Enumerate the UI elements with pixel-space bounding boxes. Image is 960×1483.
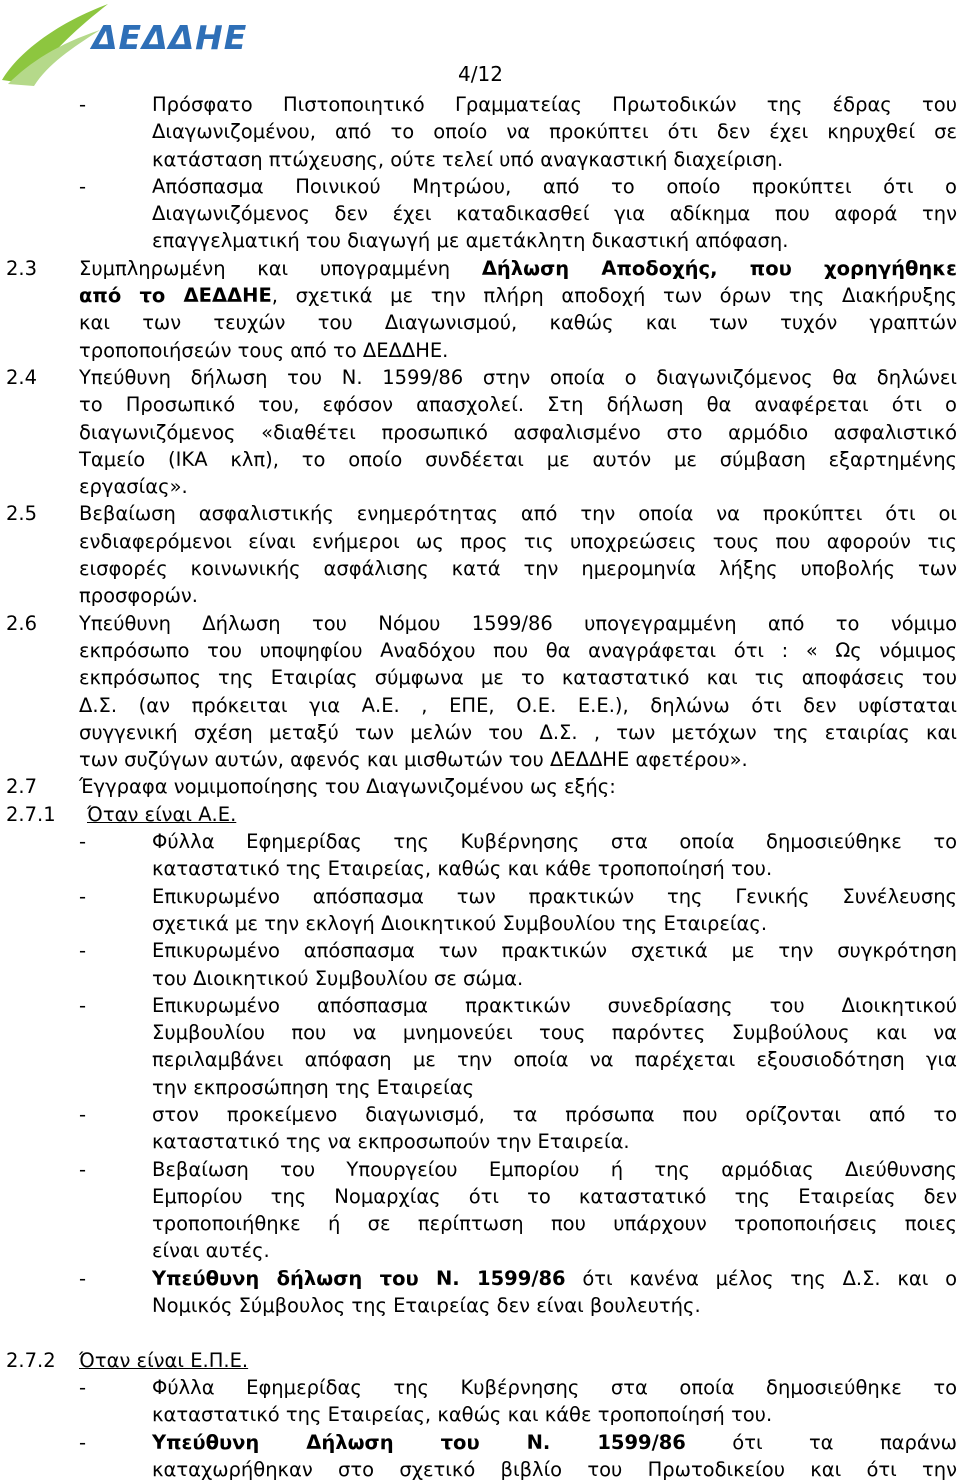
text-line: Έγγραφα νομιμοποίησης του Διαγωνιζομένου ως εξής: <box>79 775 616 799</box>
section-2-4 <box>0 364 960 391</box>
section-number: 2.3 <box>6 256 38 280</box>
text-line: Επικυρωμένο απόσπασμα πρακτικών συνεδρίασης του Διοικητικού <box>152 993 957 1017</box>
text-line: του Διοικητικού Συμβουλίου σε σώμα. <box>152 966 524 990</box>
text-line: Δ.Σ. (αν πρόκειται για Α.Ε. , ΕΠΕ, Ο.Ε. Ε.Ε.), δηλώνω ότι δεν υφίσταται <box>79 693 957 717</box>
section-number: 2.7.1 <box>6 802 56 826</box>
section-number: 2.7 <box>6 775 38 799</box>
spacer <box>0 1319 960 1346</box>
section-2-7-2 <box>0 1347 960 1374</box>
list-item <box>0 992 960 1019</box>
text-line: τροποποιήθηκε ή σε περίπτωση που υπάρχουν τροποποιήσεις ποιες <box>152 1212 957 1236</box>
list-item <box>0 937 960 964</box>
text-line: Διαγωνιζόμενος δεν έχει καταδικασθεί για αδίκημα που αφορά την <box>152 202 957 226</box>
list-item <box>0 1265 960 1292</box>
bullet-dash: - <box>79 830 87 854</box>
text-line: καταστατικό της να εκπροσωπούν την Εταιρεία. <box>152 1130 630 1154</box>
bullet-dash: - <box>79 1266 87 1290</box>
bullet-dash: - <box>79 93 87 116</box>
text-line: εργασίας». <box>79 475 188 499</box>
bullet-dash: - <box>79 939 87 963</box>
text-line <box>79 255 957 282</box>
text-line <box>152 1429 957 1456</box>
bullet-dash: - <box>79 1102 87 1126</box>
text-line: των συζύγων αυτών, αφενός και μισθωτών του ΔΕΔΔΗΕ αφετέρου». <box>79 748 748 772</box>
section-number: 2.5 <box>6 502 38 526</box>
page-number: 4/12 <box>458 62 503 86</box>
text-line: καταστατικό της Εταιρείας, καθώς και κάθε τροποποίησή του. <box>152 1403 773 1427</box>
text-line: και των τευχών του Διαγωνισμού, καθώς και των τυχόν γραπτών <box>79 311 957 335</box>
text-line: Βεβαίωση του Υπουργείου Εμπορίου ή της αρμόδιας Διεύθυνσης <box>152 1157 957 1181</box>
bullet-dash: - <box>79 1375 87 1399</box>
text-line: Υπεύθυνη Δήλωση του Νόμου 1599/86 υπογεγραμμένη από το νόμιμο <box>79 611 957 635</box>
text-line: ενδιαφερόμενοι είναι ενήμεροι ως προς τις υποχρεώσεις τους που αφορούν τις <box>79 529 957 553</box>
text-line: στον προκείμενο διαγωνισμό, τα πρόσωπα που ορίζονται από το <box>152 1102 957 1126</box>
subsection-title: Όταν είναι Ε.Π.Ε. <box>79 1348 249 1372</box>
text-run: ότι κανένα μέλος της Δ.Σ. και ο <box>565 1266 958 1290</box>
bold-text: από το ΔΕΔΔΗΕ <box>79 284 272 308</box>
text-line: είναι αυτές. <box>152 1239 270 1263</box>
bullet-dash: - <box>79 1157 87 1181</box>
text-line: προσφορών. <box>79 584 198 608</box>
logo-text: ΔΕΔΔΗΕ <box>92 18 248 57</box>
text-line: Επικυρωμένο απόσπασμα των πρακτικών της Γενικής Συνέλευσης <box>152 884 957 908</box>
list-item <box>0 883 960 910</box>
section-number: 2.4 <box>6 365 38 389</box>
list-item <box>0 1374 960 1401</box>
text-line: εκπρόσωπο του υποψηφίου Αναδόχου που θα αναγράφεται ότι : « Ως νόμιμος <box>79 638 957 662</box>
section-2-6 <box>0 610 960 637</box>
company-logo <box>0 0 290 90</box>
list-item <box>0 828 960 855</box>
list-item <box>0 1429 960 1456</box>
bold-text: Δήλωση Αποδοχής, που χορηγήθηκε <box>481 256 957 280</box>
text-line: Διαγωνιζομένου, από το οποίο να προκύπτει ότι δεν έχει κηρυχθεί σε <box>152 120 957 144</box>
text-line <box>79 282 957 309</box>
document-body <box>0 91 960 1483</box>
text-line: συγγενική σχέση μεταξύ των μελών του Δ.Σ. , των μετόχων της εταιρίας και <box>79 720 957 744</box>
text-line: Εμπορίου της Νομαρχίας ότι το καταστατικό της Εταιρείας δεν <box>152 1184 957 1208</box>
section-number: 2.7.2 <box>6 1348 56 1372</box>
text-run: ότι τα παράνω <box>685 1430 957 1454</box>
section-2-7-1 <box>0 801 960 828</box>
list-item <box>0 173 960 200</box>
text-line: το Προσωπικό του, εφόσον απασχολεί. Στη δήλωση θα αναφέρεται ότι ο <box>79 393 957 417</box>
text-line: σχετικά με την εκλογή Διοικητικού Συμβουλίου της Εταιρείας. <box>152 911 768 935</box>
bold-text: Υπεύθυνη δήλωση του Ν. 1599/86 <box>152 1266 566 1290</box>
list-item <box>0 91 960 118</box>
text-line: διαγωνιζόμενος «διαθέτει προσωπικό ασφαλισμένο στο αρμόδιο ασφαλιστικό <box>79 420 957 444</box>
bold-text: Υπεύθυνη Δήλωση του Ν. 1599/86 <box>152 1430 686 1454</box>
text-line: εκπρόσωπος της Εταιρίας σύμφωνα με το καταστατικό και τις αποφάσεις του <box>79 666 957 690</box>
list-item <box>0 1156 960 1183</box>
text-line: κατάσταση πτώχευσης, ούτε τελεί υπό αναγκαστική διαχείριση. <box>152 147 784 171</box>
text-line: Φύλλα Εφημερίδας της Κυβέρνησης στα οποία δημοσιεύθηκε το <box>152 1375 957 1399</box>
text-run: Συμπληρωμένη και υπογραμμένη <box>79 256 482 280</box>
text-line: Νομικός Σύμβουλος της Εταιρείας δεν είναι βουλευτής. <box>152 1294 701 1318</box>
list-item <box>0 1101 960 1128</box>
bullet-dash: - <box>79 174 87 198</box>
bullet-dash: - <box>79 1430 87 1454</box>
text-line: Απόσπασμα Ποινικού Μητρώου, από το οποίο προκύπτει ότι ο <box>152 174 957 198</box>
text-line: την εκπροσώπηση της Εταιρείας <box>152 1075 475 1099</box>
text-line: καταχωρήθηκαν στο σχετικό βιβλίο του Πρωτοδικείου και ότι την <box>152 1457 957 1481</box>
bullet-dash: - <box>79 884 87 908</box>
section-number: 2.6 <box>6 611 38 635</box>
text-line: καταστατικό της Εταιρείας, καθώς και κάθε τροποποίησή του. <box>152 857 773 881</box>
text-line: Υπεύθυνη δήλωση του Ν. 1599/86 στην οποία ο διαγωνιζόμενος θα δηλώνει <box>79 365 957 389</box>
section-2-3 <box>0 255 960 282</box>
text-line: περιλαμβάνει απόφαση με την οποία να παρέχεται εξουσιοδότηση για <box>152 1048 957 1072</box>
text-line: Φύλλα Εφημερίδας της Κυβέρνησης στα οποία δημοσιεύθηκε το <box>152 830 957 854</box>
section-2-5 <box>0 500 960 527</box>
text-line <box>152 1265 957 1292</box>
text-run: , σχετικά με την πλήρη αποδοχή των όρων της Διακήρυξης <box>271 284 957 308</box>
text-line: τροποποιήσεών τους από το ΔΕΔΔΗΕ. <box>79 338 449 362</box>
text-line: Πρόσφατο Πιστοποιητικό Γραμματείας Πρωτοδικών της έδρας του <box>152 93 957 116</box>
text-line: Επικυρωμένο απόσπασμα των πρακτικών σχετικά με την συγκρότηση <box>152 939 957 963</box>
text-line: Ταμείο (ΙΚΑ κλπ), το οποίο συνδέεται με αυτόν με σύμβαση εξαρτημένης <box>79 447 957 471</box>
text-line: Βεβαίωση ασφαλιστικής ενημερότητας από την οποία να προκύπτει ότι οι <box>79 502 957 526</box>
text-line: επαγγελματική του διαγωγή με αμετάκλητη δικαστική απόφαση. <box>152 229 789 253</box>
text-line: Συμβουλίου που να μνημονεύει τους παρόντες Συμβούλους και να <box>152 1021 957 1045</box>
text-line: εισφορές κοινωνικής ασφάλισης κατά την ημερομηνία λήξης υποβολής των <box>79 557 957 581</box>
section-2-7 <box>0 773 960 800</box>
subsection-title: Όταν είναι Α.Ε. <box>87 802 237 826</box>
bullet-dash: - <box>79 993 87 1017</box>
